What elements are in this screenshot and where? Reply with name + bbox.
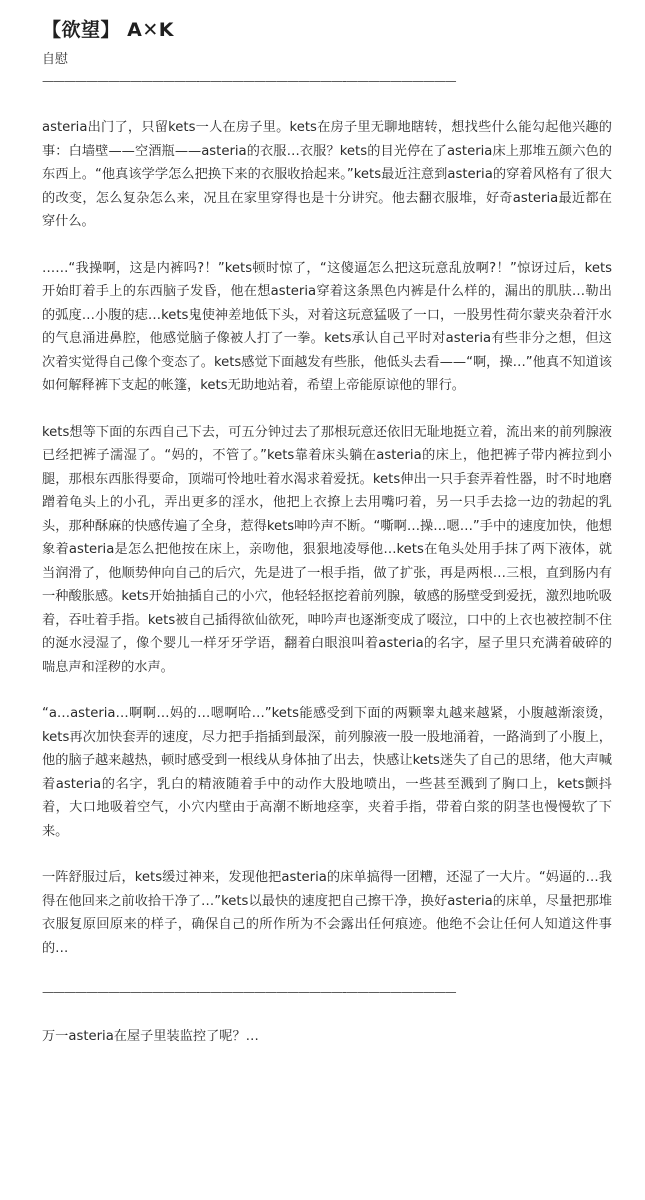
article-title: 【欲望】 A✕K — [42, 19, 174, 41]
paragraph: “a…asteria…啊啊…妈的…嗯啊哈…”kets能感受到下面的两颗睾丸越来越紧，小腹越渐滚烫，kets再次加快套弄的速度，尽力把手指插到最深，前列腺液一股一股地涌着，一路淌到了小腹上，他的脑子越来越热，顿时感受到一根线从身体抽了出去，快感让kets迷失了自己的思绪，他大声喊着asteria的名字，乳白的精液随着手中的动作大股地喷出，一些甚至溅到了胸口上，kets颤抖着，大口地吸着空气，小穴内壁由于高潮不断地痉挛，夹着手指，带着白浆的阴茎也慢慢软了下来。 — [42, 706, 612, 839]
closing-question: 万一asteria在屋子里装监控了呢？… — [42, 1029, 259, 1044]
article-body — [42, 116, 612, 960]
paragraph: ……“我操啊，这是内裤吗?！”kets顿时惊了，“这傻逼怎么把这玩意乱放啊?！”惊讶过后，kets开始盯着手上的东西脑子发昏，他在想asteria穿着这条黑色内裤是什么样的，漏出的肌肤…勒出的弧度…小腹的痣…kets鬼使神差地低下头，对着这玩意猛吸了一口，一股男性荷尔蒙夹杂着汗水的气息涌进鼻腔，他感觉脑子像被人打了一拳。kets承认自己平时对asteria有些非分之想，但这次着实觉得自己像个变态了。kets感觉下面越发有些胀，他低头去看——“啊，操…”他真不知道该如何解释裤下支起的帐篷，kets无助地站着，希望上帝能原谅他的罪行。 — [42, 260, 612, 393]
paragraph: asteria出门了，只留kets一人在房子里。kets在房子里无聊地瞎转，想找些什么能勾起他兴趣的事：白墙壁——空酒瓶——asteria的衣服…衣服？kets的目光停在了asteria床上那堆五颜六色的东西上。“他真该学学怎么把换下来的衣服收拾起来。”kets最近注意到asteria的穿着风格有了很大的改变，怎么复杂怎么来，况且在家里穿得也是十分讲究。他去翻衣服堆，好奇asteria最近都在穿什么。 — [42, 120, 612, 229]
article-tag: 自慰 — [42, 52, 69, 67]
paragraph: 一阵舒服过后，kets缓过神来，发现他把asteria的床单搞得一团糟，还湿了一大片。“妈逼的…我得在他回来之前收拾干净了…”kets以最快的速度把自己擦干净，换好asteria的床单，尽量把那堆衣服复原回原来的样子，确保自己的所作所为不会露出任何痕迹。他绝不会让任何人知道这件事的… — [42, 870, 612, 956]
paragraph: kets想等下面的东西自己下去，可五分钟过去了那根玩意还依旧无耻地挺立着，流出来的前列腺液已经把裤子濡湿了。“妈的，不管了。”kets靠着床头躺在asteria的床上，他把裤子带内裤拉到小腿，那根东西胀得要命，顶端可怜地吐着水渴求着爱抚。kets伸出一只手套弄着性器，时不时地磨蹭着龟头上的小孔，弄出更多的淫水，他把上衣撩上去用嘴叼着，另一只手去捻一边的勃起的乳头，那种酥麻的快感传遍了全身，惹得kets呻吟声不断。“嘶啊…操…嗯…”手中的速度加快，他想象着asteria是怎么把他按在床上，亲吻他，狠狠地凌辱他…kets在龟头处用手抹了两下液体，就当润滑了，他顺势伸向自己的后穴，先是进了一根手指，做了扩张，再是两根…三根，直到肠内有一种酸胀感。kets开始抽插自己的小穴，他轻轻抠挖着前列腺，敏感的肠壁受到爱抚，激烈地吮吸着，吞吐着手指。kets被自己插得欲仙欲死，呻吟声也逐渐变成了啜泣，口中的上衣也被控制不住的涎水浸湿了，像个婴儿一样牙牙学语，翻着白眼浪叫着asteria的名字，屋子里只充满着破碎的喘息声和淫秽的水声。 — [42, 424, 612, 675]
bottom-divider: ——————————————-—————————————-—————————— — [42, 985, 456, 999]
article — [42, 14, 612, 1049]
top-divider: ——————————————-—————————————-—————————— — [42, 74, 456, 88]
